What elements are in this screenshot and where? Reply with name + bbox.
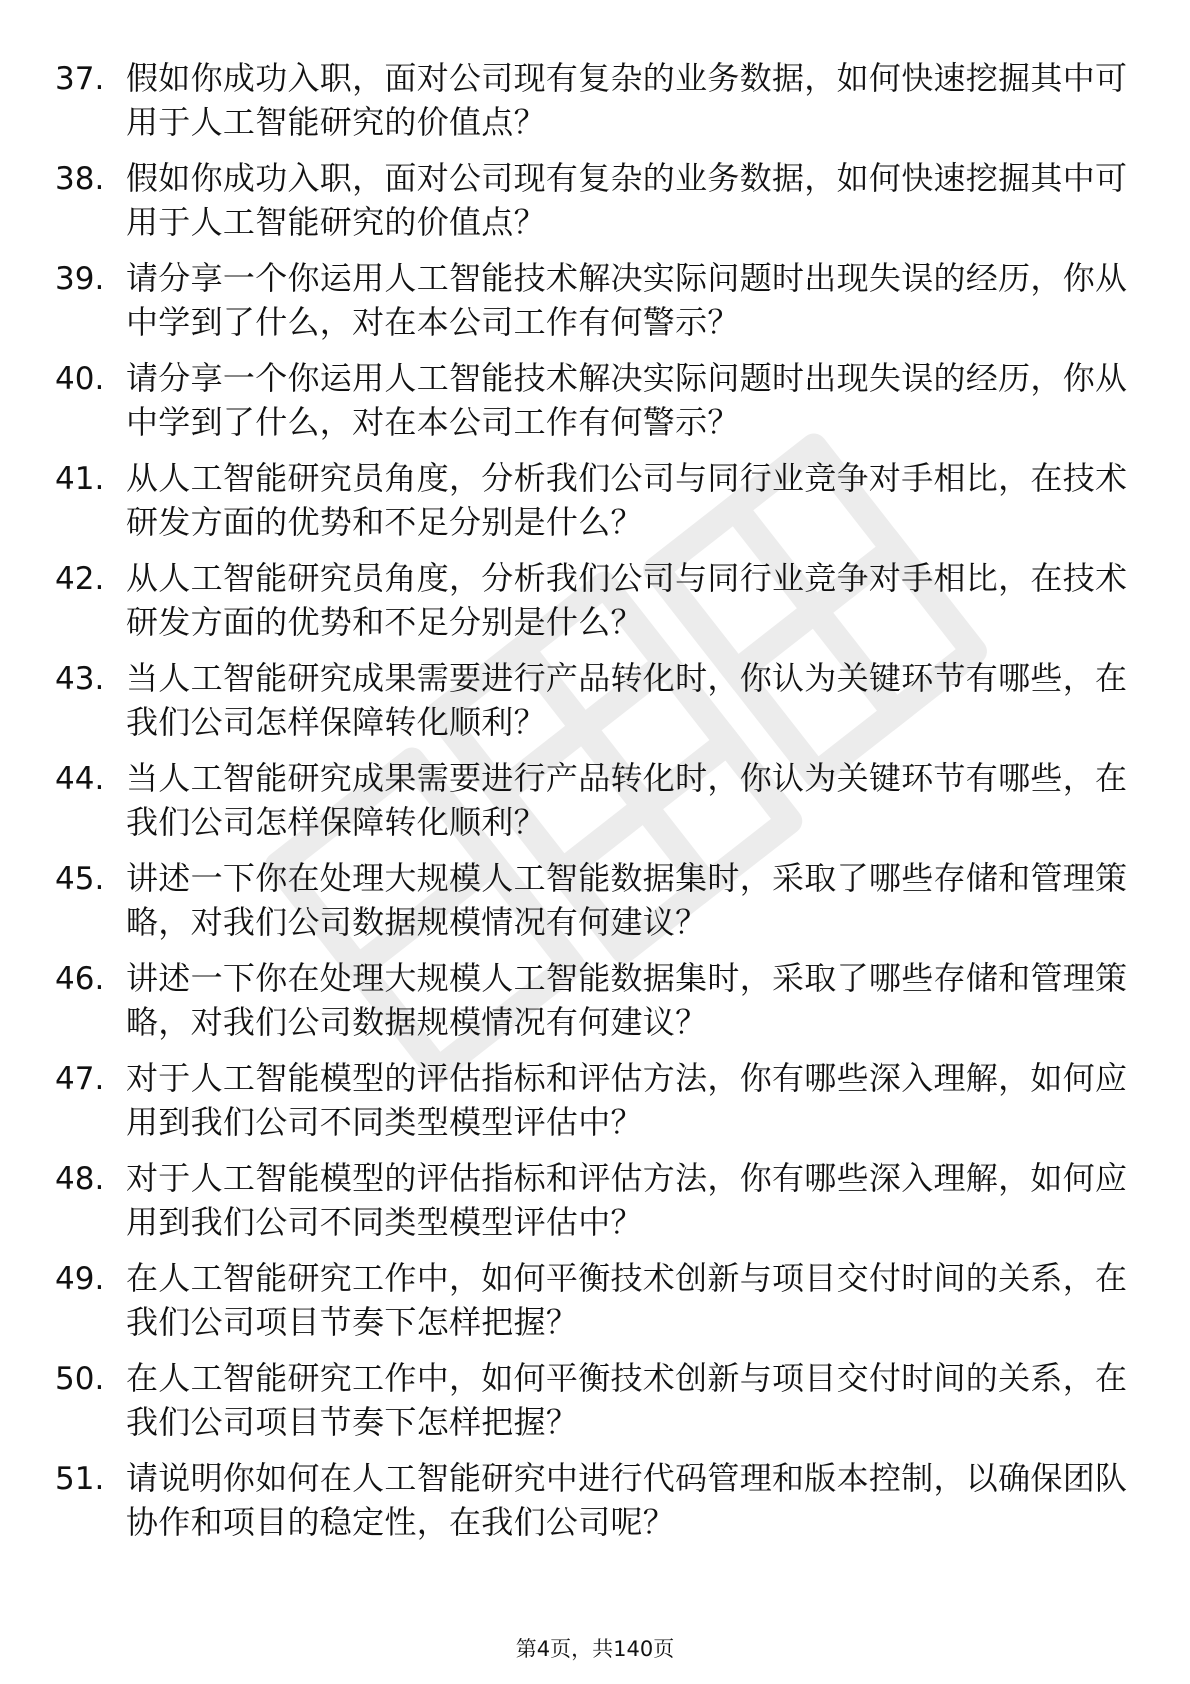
question-text: 讲述一下你在处理大规模人工智能数据集时，采取了哪些存储和管理策略，对我们公司数据规模情况有何建议？ bbox=[126, 859, 1128, 941]
question-list bbox=[0, 50, 1190, 1550]
question-number: 47. bbox=[55, 1061, 105, 1097]
question-number: 50. bbox=[55, 1361, 105, 1397]
question-item bbox=[0, 1050, 1190, 1150]
question-text: 讲述一下你在处理大规模人工智能数据集时，采取了哪些存储和管理策略，对我们公司数据规模情况有何建议？ bbox=[126, 959, 1128, 1041]
question-number: 42. bbox=[55, 561, 105, 597]
question-number: 37. bbox=[55, 61, 105, 97]
question-item bbox=[0, 1250, 1190, 1350]
question-item bbox=[0, 850, 1190, 950]
question-text: 在人工智能研究工作中，如何平衡技术创新与项目交付时间的关系，在我们公司项目节奏下怎样把握？ bbox=[126, 1259, 1128, 1341]
question-text: 请分享一个你运用人工智能技术解决实际问题时出现失误的经历，你从中学到了什么，对在本公司工作有何警示？ bbox=[126, 259, 1128, 341]
question-text: 当人工智能研究成果需要进行产品转化时，你认为关键环节有哪些，在我们公司怎样保障转化顺利？ bbox=[126, 659, 1128, 741]
question-text: 在人工智能研究工作中，如何平衡技术创新与项目交付时间的关系，在我们公司项目节奏下怎样把握？ bbox=[126, 1359, 1128, 1441]
question-text: 假如你成功入职，面对公司现有复杂的业务数据，如何快速挖掘其中可用于人工智能研究的价值点？ bbox=[126, 159, 1128, 241]
question-text: 请分享一个你运用人工智能技术解决实际问题时出现失误的经历，你从中学到了什么，对在本公司工作有何警示？ bbox=[126, 359, 1128, 441]
question-item bbox=[0, 150, 1190, 250]
question-number: 45. bbox=[55, 861, 105, 897]
question-number: 38. bbox=[55, 161, 105, 197]
question-text: 从人工智能研究员角度，分析我们公司与同行业竞争对手相比，在技术研发方面的优势和不足分别是什么？ bbox=[126, 459, 1128, 541]
question-number: 39. bbox=[55, 261, 105, 297]
question-number: 43. bbox=[55, 661, 105, 697]
question-item bbox=[0, 50, 1190, 150]
question-item bbox=[0, 250, 1190, 350]
question-item bbox=[0, 550, 1190, 650]
question-number: 49. bbox=[55, 1261, 105, 1297]
question-item bbox=[0, 1450, 1190, 1550]
question-text: 对于人工智能模型的评估指标和评估方法，你有哪些深入理解，如何应用到我们公司不同类型模型评估中？ bbox=[126, 1159, 1128, 1241]
question-item bbox=[0, 650, 1190, 750]
question-number: 46. bbox=[55, 961, 105, 997]
question-number: 48. bbox=[55, 1161, 105, 1197]
question-number: 41. bbox=[55, 461, 105, 497]
page-footer: 第4页，共140页 bbox=[515, 1637, 675, 1661]
question-item bbox=[0, 450, 1190, 550]
question-text: 请说明你如何在人工智能研究中进行代码管理和版本控制，以确保团队协作和项目的稳定性，在我们公司呢？ bbox=[126, 1459, 1128, 1541]
question-text: 从人工智能研究员角度，分析我们公司与同行业竞争对手相比，在技术研发方面的优势和不足分别是什么？ bbox=[126, 559, 1128, 641]
question-item bbox=[0, 750, 1190, 850]
question-text: 当人工智能研究成果需要进行产品转化时，你认为关键环节有哪些，在我们公司怎样保障转化顺利？ bbox=[126, 759, 1128, 841]
question-number: 40. bbox=[55, 361, 105, 397]
question-item bbox=[0, 950, 1190, 1050]
question-item bbox=[0, 350, 1190, 450]
question-item bbox=[0, 1150, 1190, 1250]
question-item bbox=[0, 1350, 1190, 1450]
question-number: 51. bbox=[55, 1461, 105, 1497]
question-text: 对于人工智能模型的评估指标和评估方法，你有哪些深入理解，如何应用到我们公司不同类型模型评估中？ bbox=[126, 1059, 1128, 1141]
question-number: 44. bbox=[55, 761, 105, 797]
question-text: 假如你成功入职，面对公司现有复杂的业务数据，如何快速挖掘其中可用于人工智能研究的价值点？ bbox=[126, 59, 1128, 141]
